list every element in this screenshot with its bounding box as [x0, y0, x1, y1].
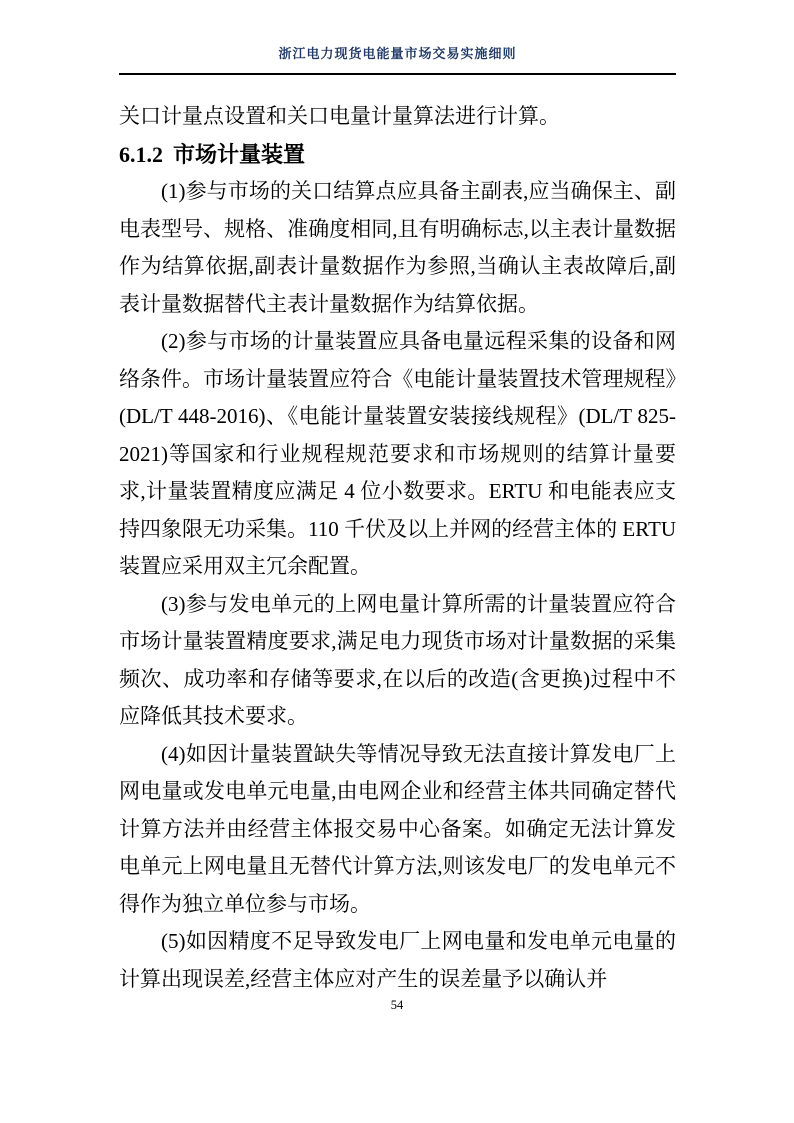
section-heading — [119, 136, 676, 174]
document-title: 浙江电力现货电能量市场交易实施细则 — [278, 46, 517, 61]
section-number: 6.1.2 — [119, 141, 163, 167]
document-body — [119, 98, 676, 998]
paragraph: (2)参与市场的计量装置应具备电量远程采集的设备和网络条件。市场计量装置应符合《电能计量装置技术管理规程》(DL/T 448-2016)、《电能计量装置安装接线规程》(DL/T 825-2021)等国家和行业规程规范要求和市场规则的结算计量要求,计量装置精度应满足 4 位小数要求。ERTU 和电能表应支持四象限无功采集。110 千伏及以上并网的经营主体的 ERTU 装置应采用双主冗余配置。 — [119, 329, 676, 578]
paragraph: (4)如因计量装置缺失等情况导致无法直接计算发电厂上网电量或发电单元电量,由电网企业和经营主体共同确定替代计算方法并由经营主体报交易中心备案。如确定无法计算发电单元上网电量且无替代计算方法,则该发电厂的发电单元不得作为独立单位参与市场。 — [119, 741, 676, 916]
continuation-text: 关口计量点设置和关口电量计量算法进行计算。 — [119, 104, 560, 128]
page-footer — [0, 996, 794, 1014]
header-rule — [119, 73, 676, 75]
page-header — [119, 44, 676, 64]
paragraph: (1)参与市场的关口结算点应具备主副表,应当确保主、副电表型号、规格、准确度相同,且有明确标志,以主表计量数据作为结算依据,副表计量数据作为参照,当确认主表故障后,副表计量数据替代主表计量数据作为结算依据。 — [119, 179, 676, 316]
section-title: 市场计量装置 — [173, 141, 306, 167]
paragraph: (3)参与发电单元的上网电量计算所需的计量装置应符合市场计量装置精度要求,满足电力现货市场对计量数据的采集频次、成功率和存储等要求,在以后的改造(含更换)过程中不应降低其技术要求。 — [119, 591, 676, 728]
page-number: 54 — [390, 998, 404, 1012]
paragraph: (5)如因精度不足导致发电厂上网电量和发电单元电量的计算出现误差,经营主体应对产生的误差量予以确认并 — [119, 929, 676, 991]
